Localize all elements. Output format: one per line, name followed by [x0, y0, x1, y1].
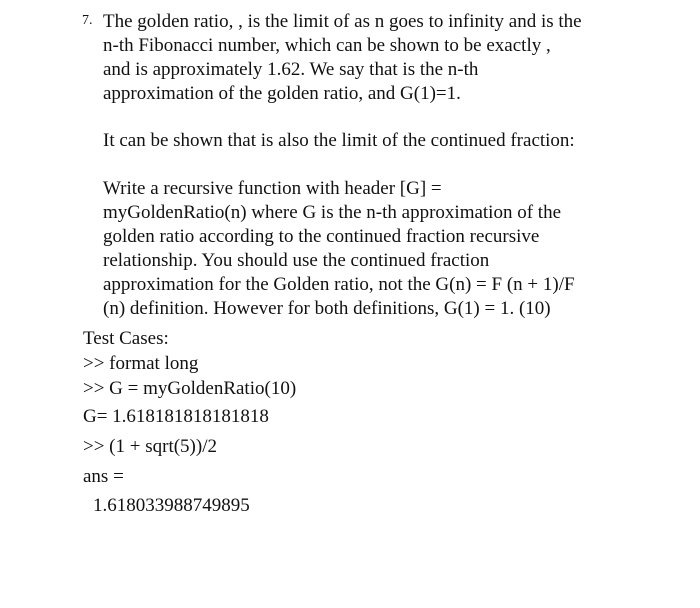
intro-line: The golden ratio, , is the limit of as n goes to infinity and is the — [103, 11, 582, 32]
intro-line: approximation of the golden ratio, and G(1)=1. — [103, 83, 461, 104]
intro-paragraph — [103, 10, 663, 106]
intro-line: and is approximately 1.62. We say that is the n-th — [103, 59, 479, 80]
test-case-line: >> G = myGoldenRatio(10) — [83, 378, 297, 399]
task-line: relationship. You should use the continued fraction — [103, 250, 490, 271]
intro-line: n-th Fibonacci number, which can be shown to be exactly , — [103, 35, 551, 56]
task-paragraph — [103, 177, 663, 321]
test-cases-heading: Test Cases: — [83, 328, 169, 349]
continued-fraction-line: It can be shown that is also the limit of the continued fraction: — [103, 130, 575, 151]
test-case-line: >> format long — [83, 353, 199, 374]
test-case-output-label: ans = — [83, 466, 124, 487]
task-line: approximation for the Golden ratio, not the G(n) = F (n + 1)/F — [103, 274, 575, 295]
task-line: Write a recursive function with header [G] = — [103, 178, 442, 199]
question-number: 7. — [82, 13, 93, 28]
test-case-output-line: G= 1.618181818181818 — [83, 406, 269, 427]
task-line: golden ratio according to the continued fraction recursive — [103, 226, 540, 247]
task-line: (n) definition. However for both definitions, G(1) = 1. (10) — [103, 298, 551, 319]
task-line: myGoldenRatio(n) where G is the n-th approximation of the — [103, 202, 562, 223]
test-case-output-value: 1.618033988749895 — [93, 495, 250, 516]
test-case-line: >> (1 + sqrt(5))/2 — [83, 436, 217, 457]
continued-fraction-paragraph — [103, 129, 663, 153]
